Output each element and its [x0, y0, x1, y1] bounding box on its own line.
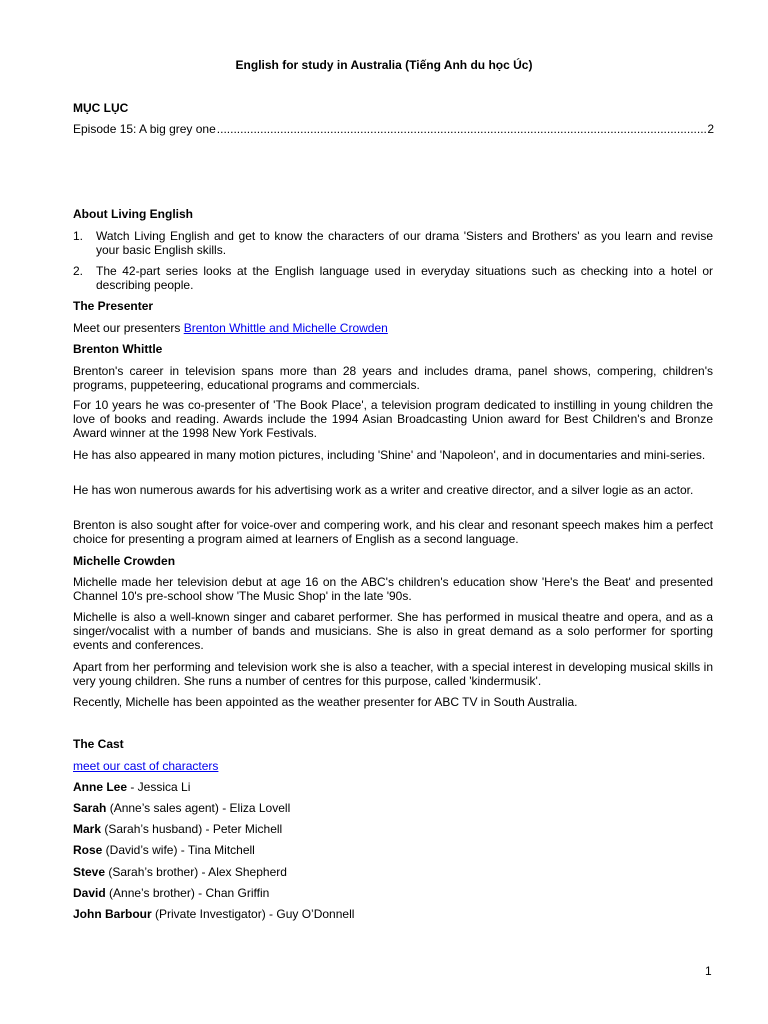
cast-member: [73, 907, 354, 921]
brenton-heading: Brenton Whittle: [73, 342, 163, 356]
cast-member-name: John Barbour: [73, 907, 152, 921]
list-item-number: 2.: [73, 264, 84, 278]
cast-member-role: (Anne’s brother) - Chan Griffin: [105, 886, 270, 900]
presenter-intro: [73, 321, 388, 335]
cast-member: [73, 780, 190, 794]
michelle-heading: Michelle Crowden: [73, 554, 176, 568]
cast-member: [73, 822, 282, 836]
cast-member-name: Steve: [73, 865, 106, 879]
cast-member-name: Sarah: [73, 801, 107, 815]
list-item-text: Watch Living English and get to know the characters of our drama 'Sisters and Brothers' as you learn and revise your basic English skills.: [96, 229, 713, 257]
cast-member-role: (Anne’s sales agent) - Eliza Lovell: [106, 801, 291, 815]
about-heading: About Living English: [73, 207, 193, 221]
page-number: 1: [705, 964, 712, 978]
cast-member: [73, 801, 290, 815]
toc-entry-label[interactable]: Episode 15: A big grey one: [73, 122, 216, 136]
paragraph: Michelle made her television debut at age 16 on the ABC's children's education show 'Here's the Beat' and presented Channel 10's pre-school show 'The Music Shop' in the late '90s.: [73, 575, 713, 603]
cast-heading: The Cast: [73, 737, 124, 751]
paragraph: Apart from her performing and television work she is also a teacher, with a special interest in developing musical skills in very young children. She runs a number of centres for this purpose, called 'kindermusik'.: [73, 660, 713, 688]
cast-member-role: - Jessica Li: [127, 780, 191, 794]
toc-entry[interactable]: [73, 122, 714, 136]
presenter-heading: The Presenter: [73, 299, 154, 313]
cast-link[interactable]: meet our cast of characters: [73, 759, 219, 773]
list-item-text: The 42-part series looks at the English language used in everyday situations such as checking into a hotel or describing people.: [96, 264, 713, 292]
cast-member-role: (Private Investigator) - Guy O’Donnell: [151, 907, 355, 921]
cast-member-name: Rose: [73, 843, 103, 857]
toc-entry-page[interactable]: 2: [707, 122, 714, 136]
toc-heading: MỤC LỤC: [73, 101, 129, 115]
paragraph: He has won numerous awards for his advertising work as a writer and creative director, and a silver logie as an actor.: [73, 483, 694, 497]
cast-member: [73, 843, 255, 857]
cast-member-role: (Sarah’s brother) - Alex Shepherd: [105, 865, 287, 879]
cast-member: [73, 886, 269, 900]
cast-member-role: (David’s wife) - Tina Mitchell: [102, 843, 255, 857]
presenters-link[interactable]: Brenton Whittle and Michelle Crowden: [183, 321, 388, 335]
cast-member-role: (Sarah’s husband) - Peter Michell: [101, 822, 283, 836]
paragraph: Recently, Michelle has been appointed as the weather presenter for ABC TV in South Australia.: [73, 695, 578, 709]
paragraph: Brenton is also sought after for voice-over and compering work, and his clear and resonant speech makes him a perfect choice for presenting a program aimed at learners of English as a second language.: [73, 518, 713, 546]
cast-member-name: Mark: [73, 822, 102, 836]
list-item-number: 1.: [73, 229, 84, 243]
paragraph: Michelle is also a well-known singer and cabaret performer. She has performed in musical theatre and opera, and as a singer/vocalist with a number of bands and musicians. She is also in great demand as a solo performer for sporting events and conferences.: [73, 610, 713, 652]
cast-member-name: Anne Lee: [73, 780, 128, 794]
paragraph: Brenton's career in television spans more than 28 years and includes drama, panel shows, compering, children's programs, puppeteering, educational programs and commercials.: [73, 364, 713, 392]
paragraph: For 10 years he was co-presenter of 'The Book Place', a television program dedicated to instilling in young children the love of books and reading. Awards include the 1994 Asian Broadcasting Union award for Best Children's and Bronze Award winner at the 1998 New York Festivals.: [73, 398, 713, 440]
cast-member: [73, 865, 287, 879]
presenter-intro-text: Meet our presenters: [73, 321, 184, 335]
paragraph: He has also appeared in many motion pictures, including 'Shine' and 'Napoleon', and in documentaries and mini-series.: [73, 448, 706, 462]
document-title: English for study in Australia (Tiếng Anh du học Úc): [235, 58, 533, 72]
cast-member-name: David: [73, 886, 106, 900]
toc-leader-dots: [217, 122, 707, 136]
